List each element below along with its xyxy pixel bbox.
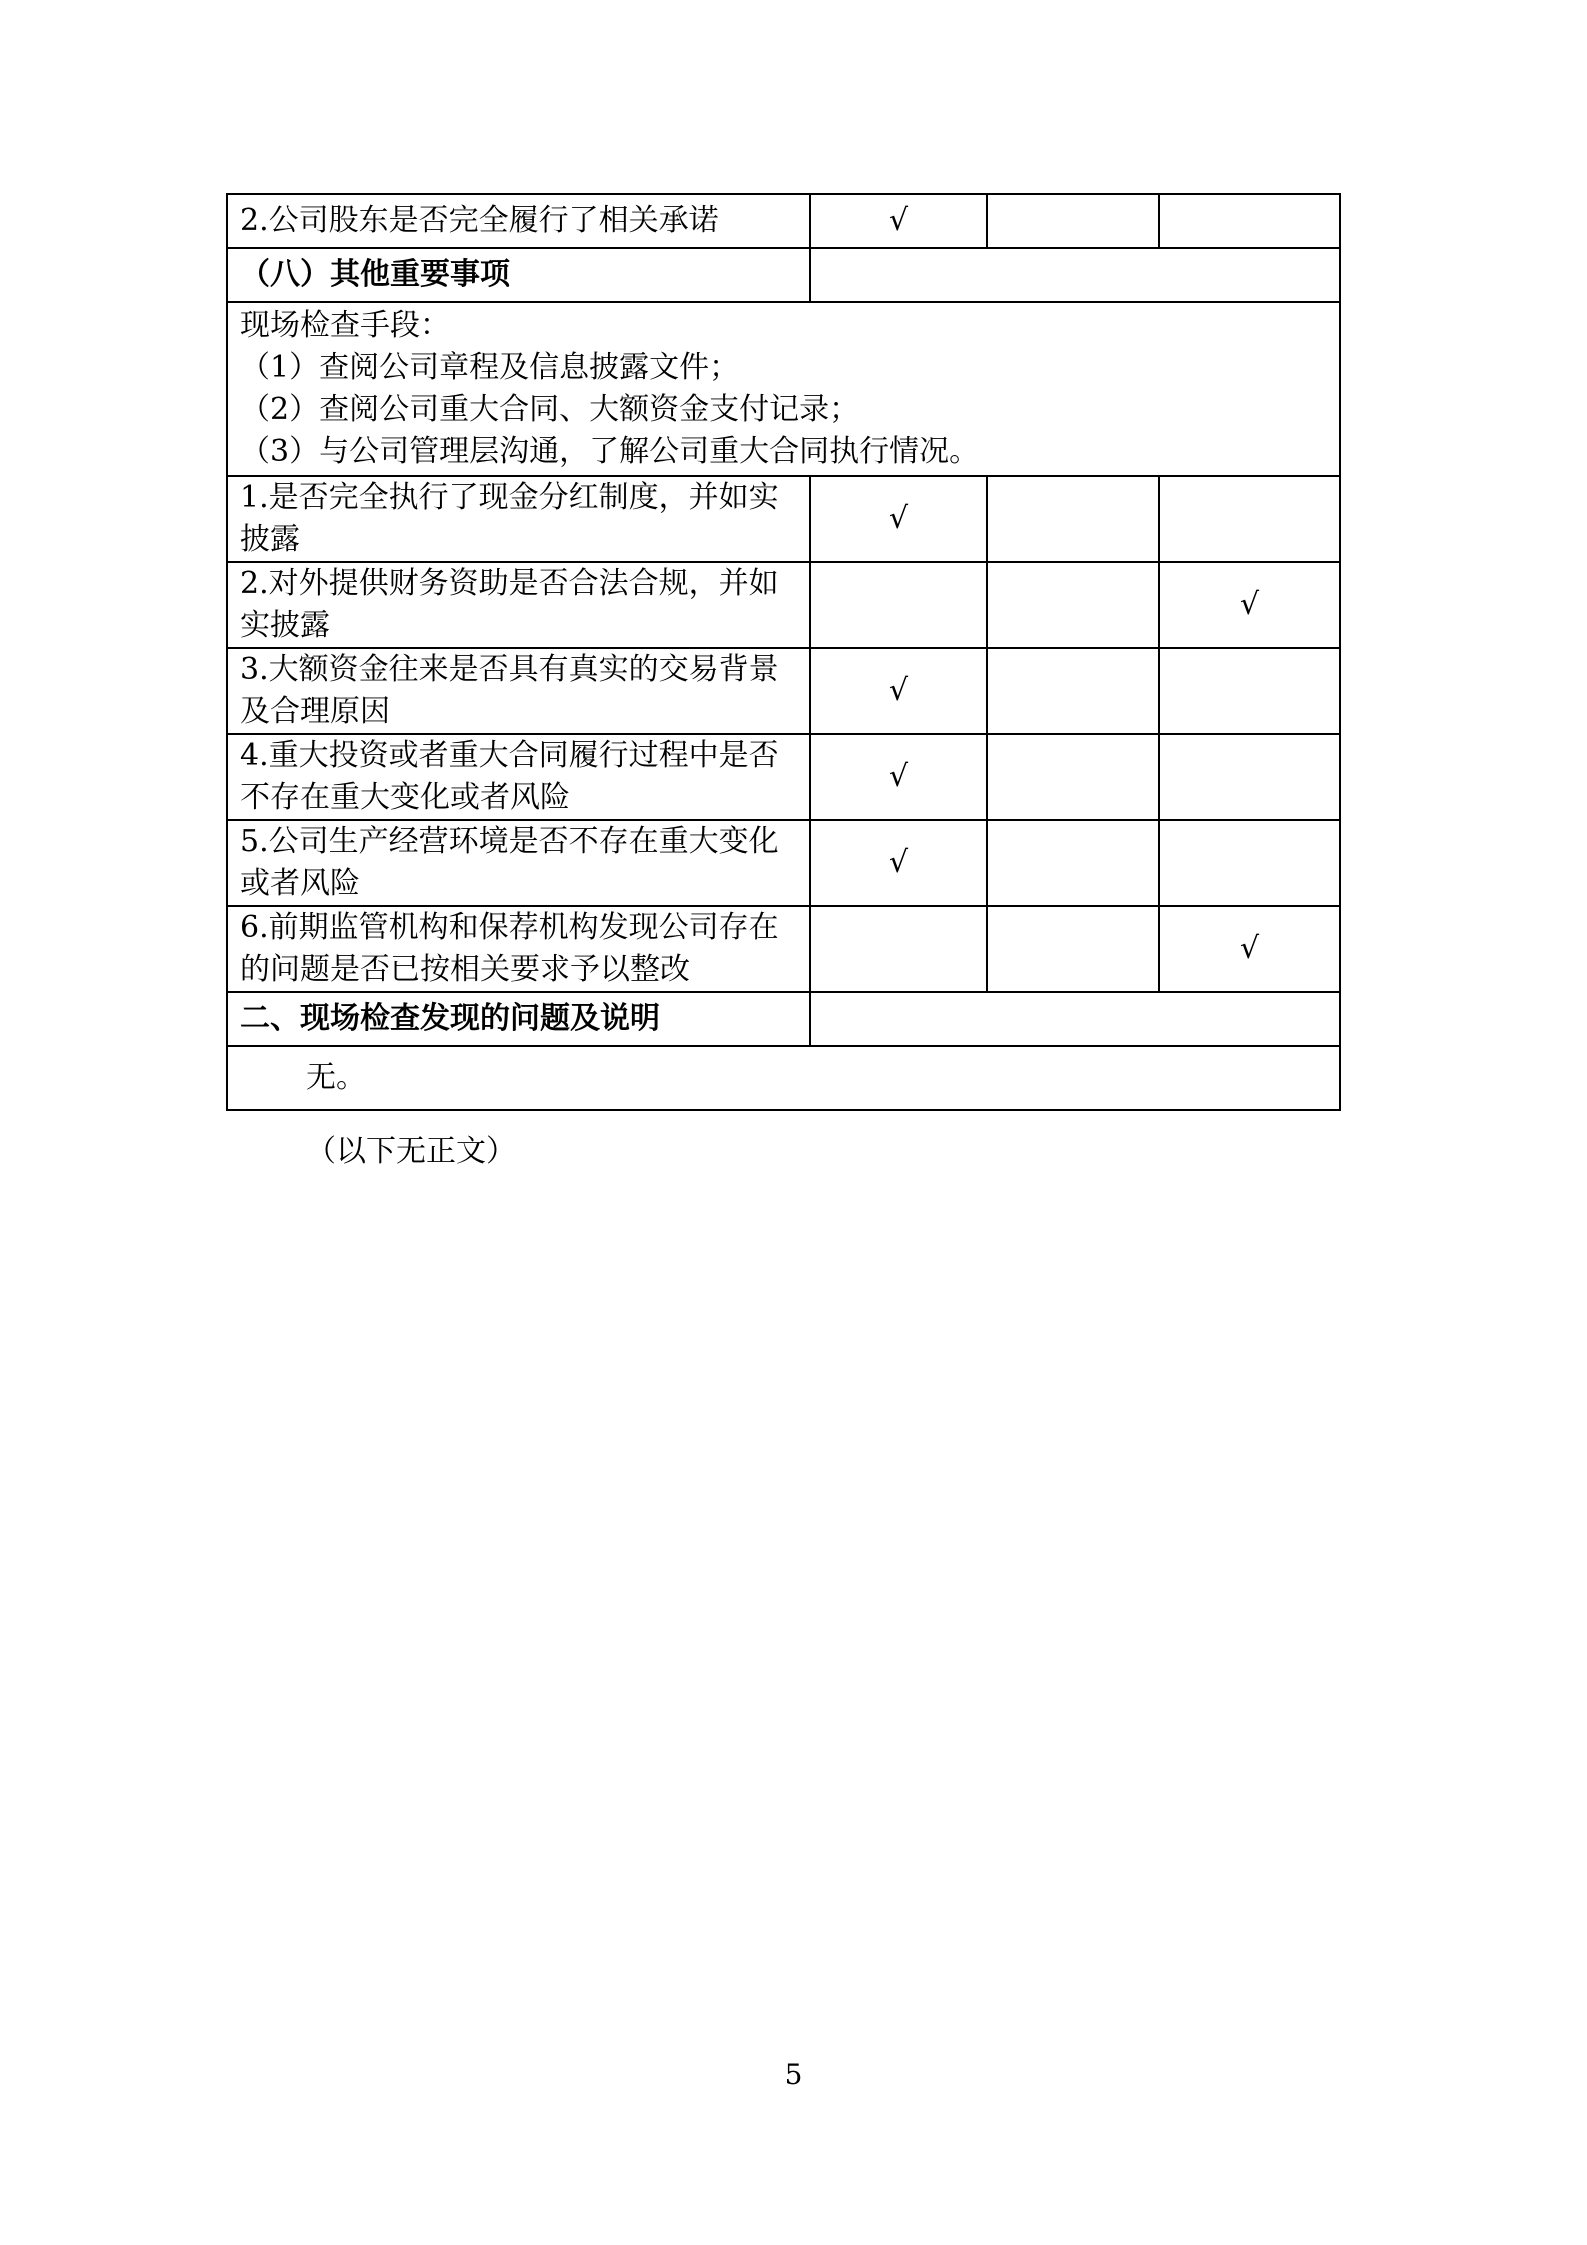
na-mark: √: [1159, 562, 1340, 648]
no-mark: [987, 734, 1159, 820]
yes-mark: √: [810, 820, 987, 906]
na-mark: [1159, 734, 1340, 820]
table-row: [227, 906, 1340, 992]
table-row: [227, 562, 1340, 648]
yes-mark: √: [810, 734, 987, 820]
na-mark: [1159, 476, 1340, 562]
findings-cell: [227, 1046, 1340, 1110]
methods-row: [227, 302, 1340, 476]
item-cell: 2.对外提供财务资助是否合法合规，并如实披露: [227, 562, 810, 648]
table-row: [227, 194, 1340, 248]
section-heading: （八）其他重要事项: [227, 248, 810, 302]
findings-row: [227, 1046, 1340, 1110]
item-cell: 6.前期监管机构和保荐机构发现公司存在的问题是否已按相关要求予以整改: [227, 906, 810, 992]
na-mark: [1159, 820, 1340, 906]
findings-heading-row: [227, 992, 1340, 1046]
findings-text: 无。: [306, 1060, 366, 1095]
yes-mark: √: [810, 194, 987, 248]
findings-heading: 二、现场检查发现的问题及说明: [227, 992, 810, 1046]
findings-heading-blank: [810, 992, 1340, 1046]
method-item: （3）与公司管理层沟通，了解公司重大合同执行情况。: [240, 434, 980, 469]
no-mark: [987, 906, 1159, 992]
no-mark: [987, 820, 1159, 906]
table-row: [227, 476, 1340, 562]
section-heading-blank: [810, 248, 1340, 302]
no-mark: [987, 648, 1159, 734]
inspection-table: [226, 193, 1341, 1111]
inspection-methods: [227, 302, 1340, 476]
section-heading-row: [227, 248, 1340, 302]
yes-mark: [810, 562, 987, 648]
item-cell: 2.公司股东是否完全履行了相关承诺: [227, 194, 810, 248]
item-cell: 5.公司生产经营环境是否不存在重大变化或者风险: [227, 820, 810, 906]
table-row: [227, 648, 1340, 734]
method-item: （1）查阅公司章程及信息披露文件；: [240, 350, 740, 385]
item-cell: 1.是否完全执行了现金分红制度，并如实披露: [227, 476, 810, 562]
na-mark: [1159, 648, 1340, 734]
closing-note: （以下无正文）: [306, 1134, 516, 1169]
page-number: 5: [784, 2058, 803, 2091]
yes-mark: √: [810, 476, 987, 562]
item-cell: 4.重大投资或者重大合同履行过程中是否不存在重大变化或者风险: [227, 734, 810, 820]
no-mark: [987, 562, 1159, 648]
yes-mark: [810, 906, 987, 992]
methods-title: 现场检查手段：: [240, 308, 450, 343]
method-item: （2）查阅公司重大合同、大额资金支付记录；: [240, 392, 860, 427]
na-mark: √: [1159, 906, 1340, 992]
item-cell: 3.大额资金往来是否具有真实的交易背景及合理原因: [227, 648, 810, 734]
no-mark: [987, 194, 1159, 248]
table-row: [227, 734, 1340, 820]
na-mark: [1159, 194, 1340, 248]
no-mark: [987, 476, 1159, 562]
table-row: [227, 820, 1340, 906]
yes-mark: √: [810, 648, 987, 734]
